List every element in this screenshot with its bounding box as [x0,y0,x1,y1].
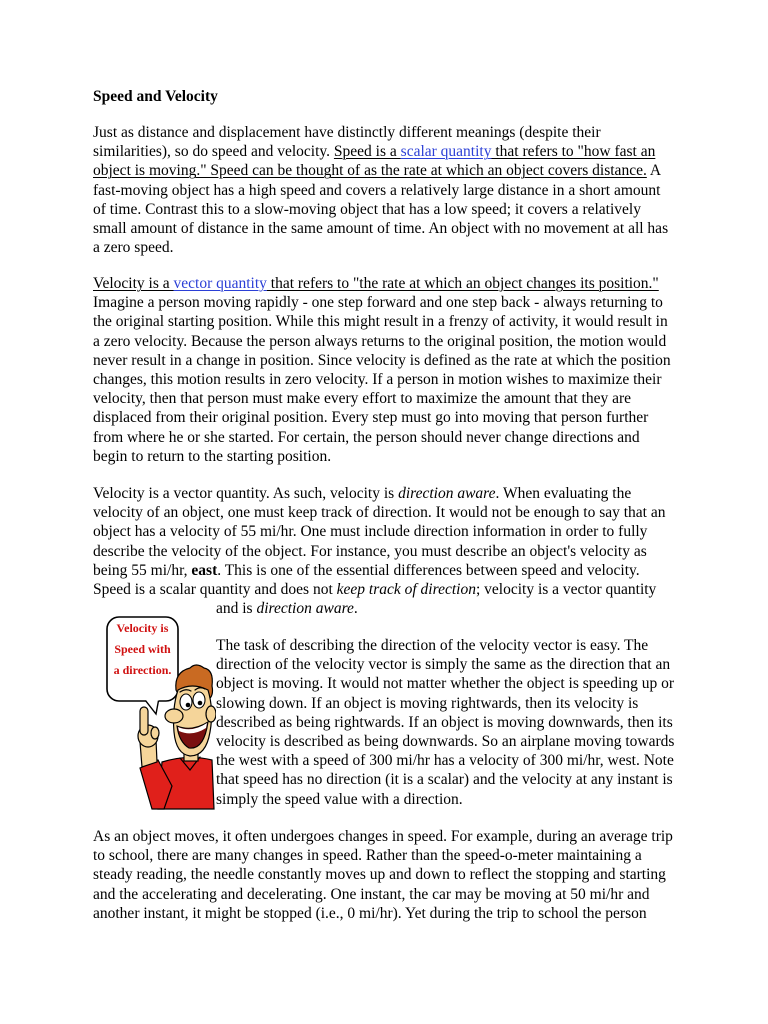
text-line: and the accelerating and decelerating. One instant, the car may be moving at 50 mi/hr and [93,885,650,903]
text-line: The task of describing the direction of the velocity vector is easy. The [216,637,649,654]
text-span: ; velocity is a vector quantity [475,580,657,598]
paragraph-direction-aware [93,484,665,618]
page-title: Speed and Velocity [93,88,218,105]
text-line [93,161,668,180]
text-line: a zero speed. [93,239,174,257]
text-line: displaced from their original position. Every step must go into moving that person further [93,409,649,427]
italic-emphasis: keep track of direction [336,580,476,598]
text-line [93,274,671,293]
text-line: velocity, then that person must make every effort to maximize the amount that they are [93,390,632,408]
text-line: velocity is described as being downwards. So an airplane moving towards [216,732,675,750]
text-line: another instant, it might be stopped (i.e., 0 mi/hr). Yet during the trip to school the person [93,904,647,922]
paragraph-direction-of-velocity [216,636,674,809]
underlined-text: that refers to "the rate at which an object changes its position." [266,275,659,292]
text-line: As an object moves, it often undergoes changes in speed. For example, during an average trip [93,828,673,845]
bold-emphasis: east [191,561,218,579]
text-line [93,580,665,599]
text-span: . [353,600,358,618]
text-span: . This is one of the essential differences between speed and velocity. [217,561,640,579]
velocity-cartoon [100,610,216,810]
text-line [93,561,665,580]
underlined-text: object is moving." Speed can be thought of as the rate at which an object covers distance. [93,162,647,180]
paragraph-speed-definition [93,123,668,257]
text-line: the west with a speed of 300 mi/hr has a velocity of 300 mi/hr, west. Note [216,752,674,770]
text-span: A [646,162,662,180]
scalar-quantity-link[interactable]: scalar quantity [400,143,492,161]
text-span: . When evaluating the [495,485,632,502]
text-line: direction of the velocity vector is simply the same as the direction that an [216,656,671,674]
speech-bubble [107,617,178,714]
underlined-text: Speed is a [333,143,401,161]
text-line: small amount of distance in the same amount of time. An object with no movement at all has [93,219,669,237]
text-span: Velocity is a vector quantity. As such, velocity is [93,485,399,502]
text-line: slowing down. If an object is moving rightwards, then its velocity is [216,694,639,712]
text-line: Just as distance and displacement have distinctly different meanings (despite their [93,124,601,141]
text-line: fast-moving object has a high speed and covers a relatively large distance in a short amount [93,181,661,199]
text-line: described as being rightwards. If an object is moving downwards, then its [216,713,673,731]
text-line: from where he or she started. For certain, the person should never change directions and [93,428,640,446]
text-line [93,484,665,503]
underlined-text: Velocity is a [93,275,174,292]
text-line: velocity of an object, one must keep track of direction. It would not be enough to say that an [93,504,666,522]
text-line: object is moving. It would not matter whether the object is speeding up or [216,675,675,693]
underlined-text: that refers to "how fast an [491,143,656,161]
character-nose [165,709,183,723]
text-line: never result in a change in position. Since velocity is defined as the rate at which the position [93,351,671,369]
text-line: describe the velocity of the object. For instance, you must describe an object's velocity as [93,542,647,560]
text-line: begin to return to the starting position. [93,447,332,465]
speech-bubble-text: Velocity is [116,621,169,635]
text-line: of time. Contrast this to a slow-moving object that has a low speed; it covers a relatively [93,200,641,218]
text-line: Imagine a person moving rapidly - one step forward and one step back - always returning to [93,294,663,312]
italic-emphasis: direction aware [398,485,496,502]
text-line [93,142,668,161]
speech-bubble-text: a direction. [113,663,172,677]
pointing-finger [140,707,148,735]
italic-emphasis: direction aware [256,600,354,618]
text-line: the original starting position. While this might result in a frenzy of activity, it would result in [93,313,668,331]
text-span: being 55 mi/hr, [93,561,192,579]
vector-quantity-link[interactable]: vector quantity [173,275,267,292]
text-span: and is [216,600,257,618]
text-line: steady reading, the needle constantly moves up and down to reflect the stopping and starting [93,866,666,884]
paragraph-velocity-definition [93,274,671,466]
text-line: to school, there are many changes in speed. Rather than the speed-o-meter maintaining a [93,847,642,865]
text-line: simply the speed value with a direction. [216,790,463,808]
text-line: changes, this motion results in zero velocity. If a person in motion wishes to maximize their [93,370,662,388]
paragraph-changing-speed [93,827,673,923]
text-line: a zero velocity. Because the person always returns to the original position, the motion would [93,332,667,350]
text-span: similarities), so do speed and velocity. [93,143,334,161]
text-line: that speed has no direction (it is a scalar) and the velocity at any instant is [216,771,673,789]
speech-bubble-text: Speed with [114,642,171,656]
text-line: object has a velocity of 55 mi/hr. One must include direction information in order to fully [93,523,648,541]
text-span: Speed is a scalar quantity and does not [93,580,337,598]
